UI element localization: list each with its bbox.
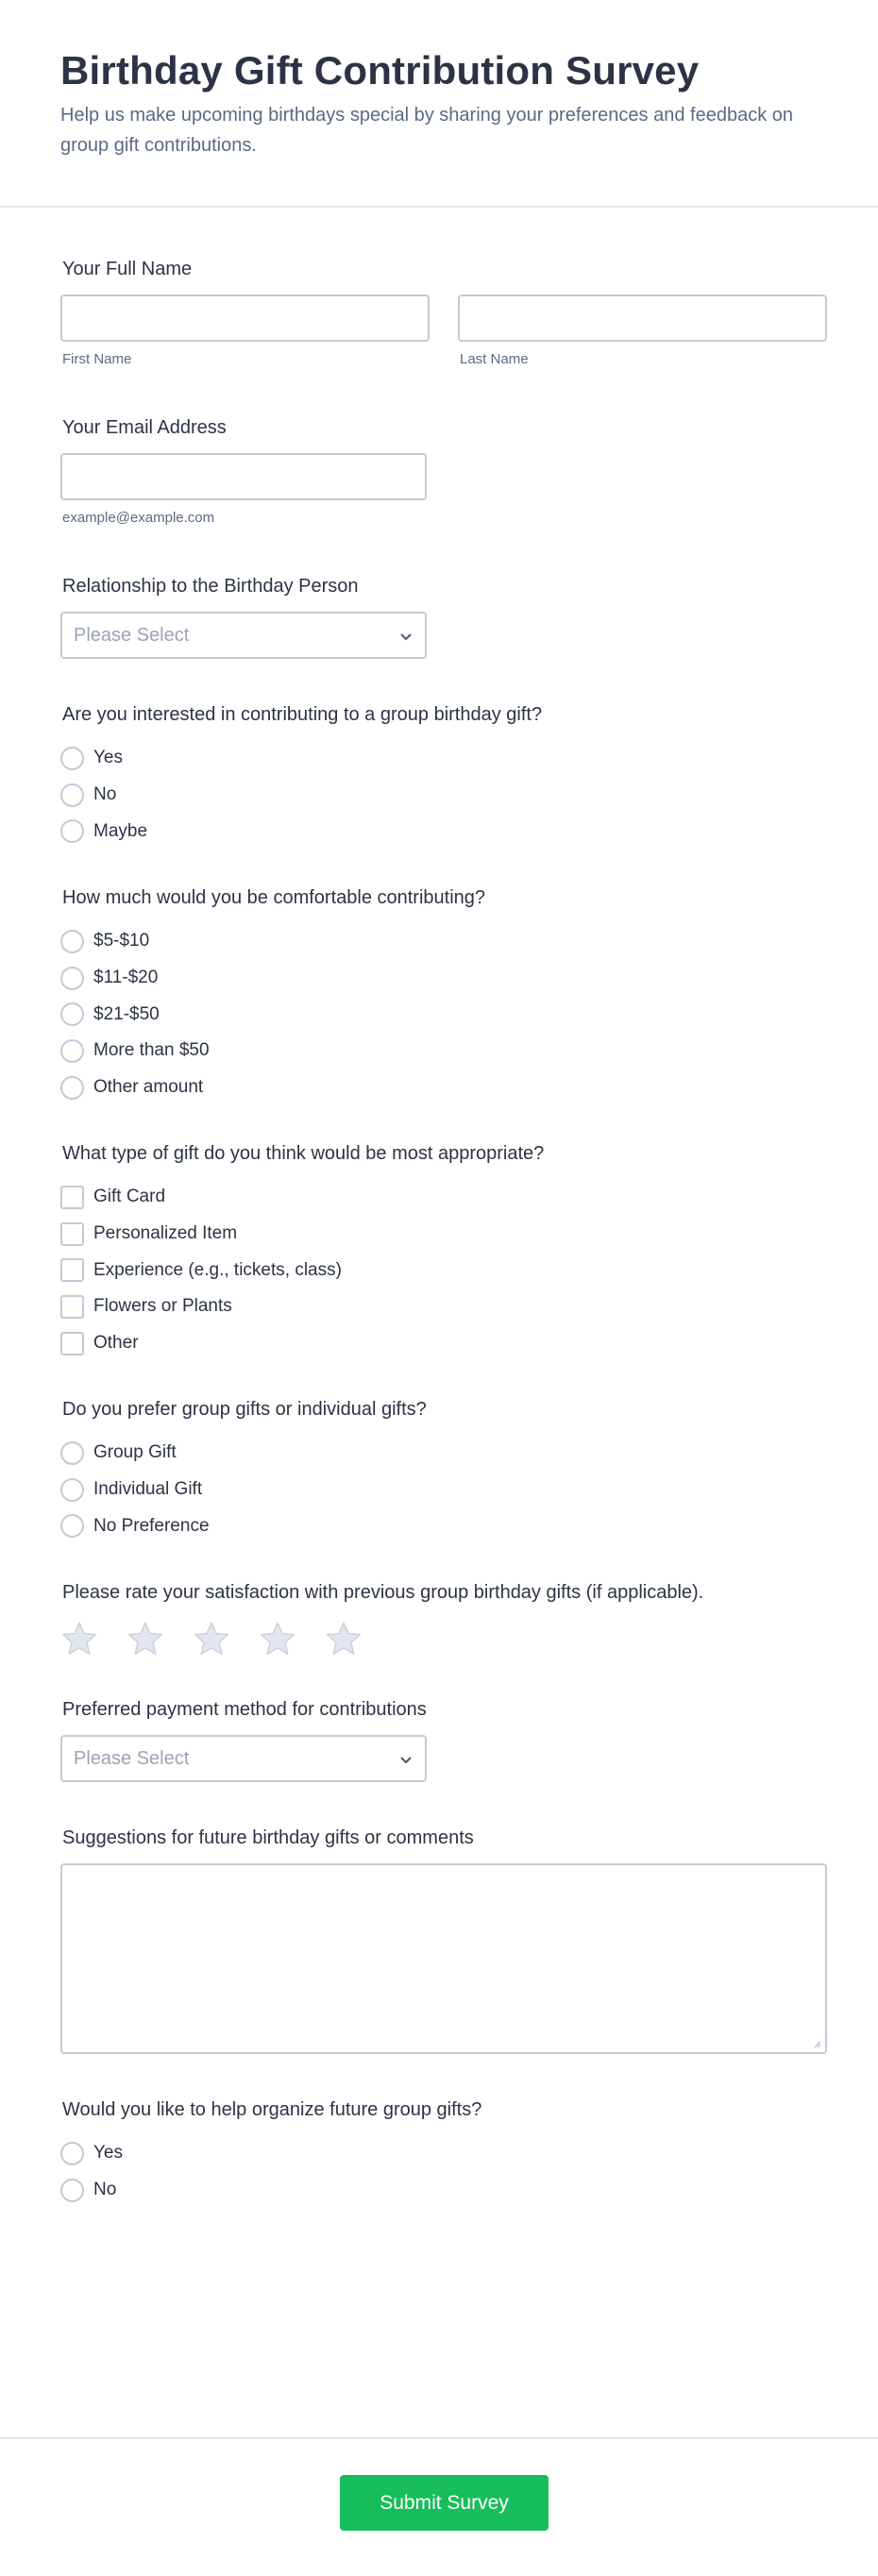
radio-button[interactable] — [60, 819, 84, 843]
checkbox[interactable] — [60, 1295, 84, 1319]
option-label: Maybe — [93, 820, 148, 841]
amount-label: How much would you be comfortable contributing? — [62, 887, 486, 908]
option-label: $11-$20 — [93, 968, 159, 988]
suggestions-field — [60, 1826, 827, 2054]
radio-button[interactable] — [60, 783, 84, 807]
interest-option-no[interactable] — [60, 777, 827, 814]
radio-button[interactable] — [60, 930, 84, 953]
star-icon[interactable] — [127, 1620, 164, 1658]
last-name-sublabel: Last Name — [460, 351, 529, 367]
option-label: No Preference — [93, 1515, 210, 1536]
preference-label: Do you prefer group gifts or individual gifts? — [62, 1399, 427, 1420]
organize-option-yes[interactable] — [60, 2135, 827, 2172]
option-label: $21-$50 — [93, 1003, 160, 1024]
relationship-select[interactable] — [60, 612, 427, 659]
suggestions-label: Suggestions for future birthday gifts or comments — [62, 1827, 474, 1848]
organize-option-no[interactable] — [60, 2172, 827, 2209]
last-name-input[interactable] — [458, 295, 827, 342]
email-field — [60, 415, 827, 526]
gift-type-field — [60, 1141, 827, 1361]
rating-field — [60, 1580, 827, 1658]
radio-button[interactable] — [60, 1478, 84, 1502]
option-label: Gift Card — [93, 1187, 166, 1207]
relationship-label: Relationship to the Birthday Person — [62, 576, 359, 597]
gift-type-option[interactable] — [60, 1179, 827, 1216]
organize-field — [60, 2097, 827, 2208]
amount-option[interactable] — [60, 1033, 827, 1069]
preference-field — [60, 1397, 827, 1544]
amount-option[interactable] — [60, 996, 827, 1033]
option-label: Yes — [93, 748, 123, 768]
amount-option[interactable] — [60, 960, 827, 997]
survey-form — [0, 208, 878, 2514]
option-label: Other amount — [93, 1077, 204, 1098]
checkbox[interactable] — [60, 1186, 84, 1209]
radio-button[interactable] — [60, 1441, 84, 1465]
amount-field — [60, 885, 827, 1105]
radio-button[interactable] — [60, 1039, 84, 1063]
gift-type-option[interactable] — [60, 1288, 827, 1325]
full-name-field — [60, 257, 827, 367]
star-icon[interactable] — [60, 1620, 98, 1658]
option-label: More than $50 — [93, 1040, 210, 1061]
radio-button[interactable] — [60, 2179, 84, 2202]
option-label: Personalized Item — [93, 1223, 238, 1244]
option-label: No — [93, 784, 117, 805]
radio-button[interactable] — [60, 1076, 84, 1100]
radio-button[interactable] — [60, 967, 84, 990]
option-label: No — [93, 2180, 117, 2200]
star-icon[interactable] — [325, 1620, 363, 1658]
gift-type-option[interactable] — [60, 1325, 827, 1362]
interest-option-maybe[interactable] — [60, 813, 827, 850]
preference-option[interactable] — [60, 1435, 827, 1472]
option-label: Individual Gift — [93, 1479, 203, 1500]
interest-field — [60, 702, 827, 850]
option-label: Group Gift — [93, 1442, 177, 1463]
option-label: $5-$10 — [93, 931, 150, 951]
email-label: Your Email Address — [62, 417, 227, 438]
interest-option-yes[interactable] — [60, 740, 827, 777]
organize-label: Would you like to help organize future group gifts? — [62, 2099, 482, 2120]
payment-placeholder: Please Select — [74, 1748, 190, 1769]
rating-label: Please rate your satisfaction with previous group birthday gifts (if applicable). — [62, 1582, 704, 1603]
first-name-sublabel: First Name — [62, 351, 132, 367]
radio-button[interactable] — [60, 1002, 84, 1026]
checkbox[interactable] — [60, 1332, 84, 1355]
form-footer — [0, 2437, 878, 2576]
chevron-down-icon — [398, 1752, 414, 1767]
option-label: Other — [93, 1333, 139, 1354]
option-label: Yes — [93, 2143, 123, 2164]
star-rating[interactable] — [60, 1620, 827, 1658]
amount-option[interactable] — [60, 923, 827, 960]
suggestions-textarea[interactable] — [60, 1863, 827, 2054]
checkbox[interactable] — [60, 1222, 84, 1246]
star-icon[interactable] — [193, 1620, 230, 1658]
full-name-label: Your Full Name — [62, 259, 193, 279]
gift-type-option[interactable] — [60, 1252, 827, 1288]
chevron-down-icon — [398, 629, 414, 644]
gift-type-label: What type of gift do you think would be most appropriate? — [62, 1143, 545, 1164]
relationship-field — [60, 574, 827, 659]
star-icon[interactable] — [259, 1620, 296, 1658]
radio-button[interactable] — [60, 2142, 84, 2165]
preference-option[interactable] — [60, 1507, 827, 1544]
radio-button[interactable] — [60, 1514, 84, 1538]
radio-button[interactable] — [60, 747, 84, 770]
amount-option[interactable] — [60, 1069, 827, 1106]
form-header — [0, 0, 878, 208]
gift-type-option[interactable] — [60, 1216, 827, 1253]
payment-select[interactable] — [60, 1735, 427, 1782]
first-name-input[interactable] — [60, 295, 430, 342]
email-sublabel: example@example.com — [62, 510, 215, 526]
submit-button[interactable]: Submit Survey — [340, 2475, 549, 2531]
payment-field — [60, 1697, 827, 1782]
option-label: Flowers or Plants — [93, 1296, 232, 1317]
preference-option[interactable] — [60, 1472, 827, 1508]
email-input[interactable] — [60, 453, 427, 500]
resize-grip-icon[interactable] — [812, 2039, 821, 2048]
payment-label: Preferred payment method for contributions — [62, 1699, 427, 1720]
form-title: Birthday Gift Contribution Survey — [60, 48, 700, 93]
relationship-placeholder: Please Select — [74, 625, 190, 646]
option-label: Experience (e.g., tickets, class) — [93, 1259, 342, 1280]
checkbox[interactable] — [60, 1258, 84, 1282]
form-subtitle: Help us make upcoming birthdays special by sharing your preferences and feedback on group gift contributions. — [60, 105, 793, 157]
interest-label: Are you interested in contributing to a group birthday gift? — [62, 704, 543, 725]
